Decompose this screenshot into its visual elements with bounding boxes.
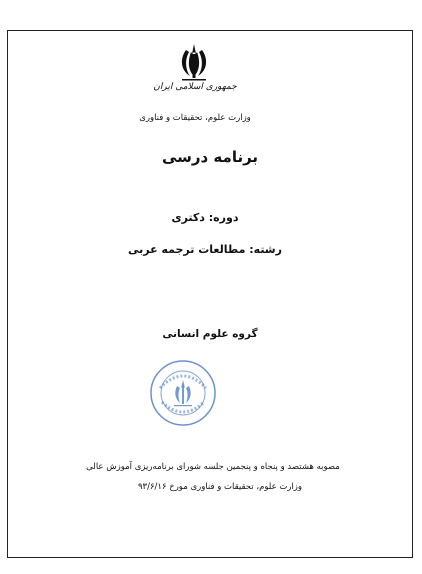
ministry-name: وزارت علوم، تحقیقات و فناوری	[139, 113, 251, 123]
iran-emblem-icon	[176, 42, 212, 82]
field-of-study: رشته: مطالعات ترجمه عربی	[128, 243, 282, 256]
official-seal-icon	[148, 358, 218, 428]
country-name: جمهوری اسلامی ایران	[153, 82, 237, 92]
page-border	[7, 30, 413, 558]
document-title: برنامه درسی	[161, 148, 259, 166]
academic-group: گروه علوم انسانی	[162, 328, 258, 340]
approval-statement: مصوبه هشتصد و پنجاه و پنجمین جلسه شورای برنامه‌ریزی آموزش عالی	[86, 462, 340, 472]
course-level: دوره: دکتری	[171, 211, 239, 224]
approval-ministry-date: وزارت علوم، تحقیقات و فناوری مورخ ۹۳/۶/۱۶	[137, 482, 303, 492]
